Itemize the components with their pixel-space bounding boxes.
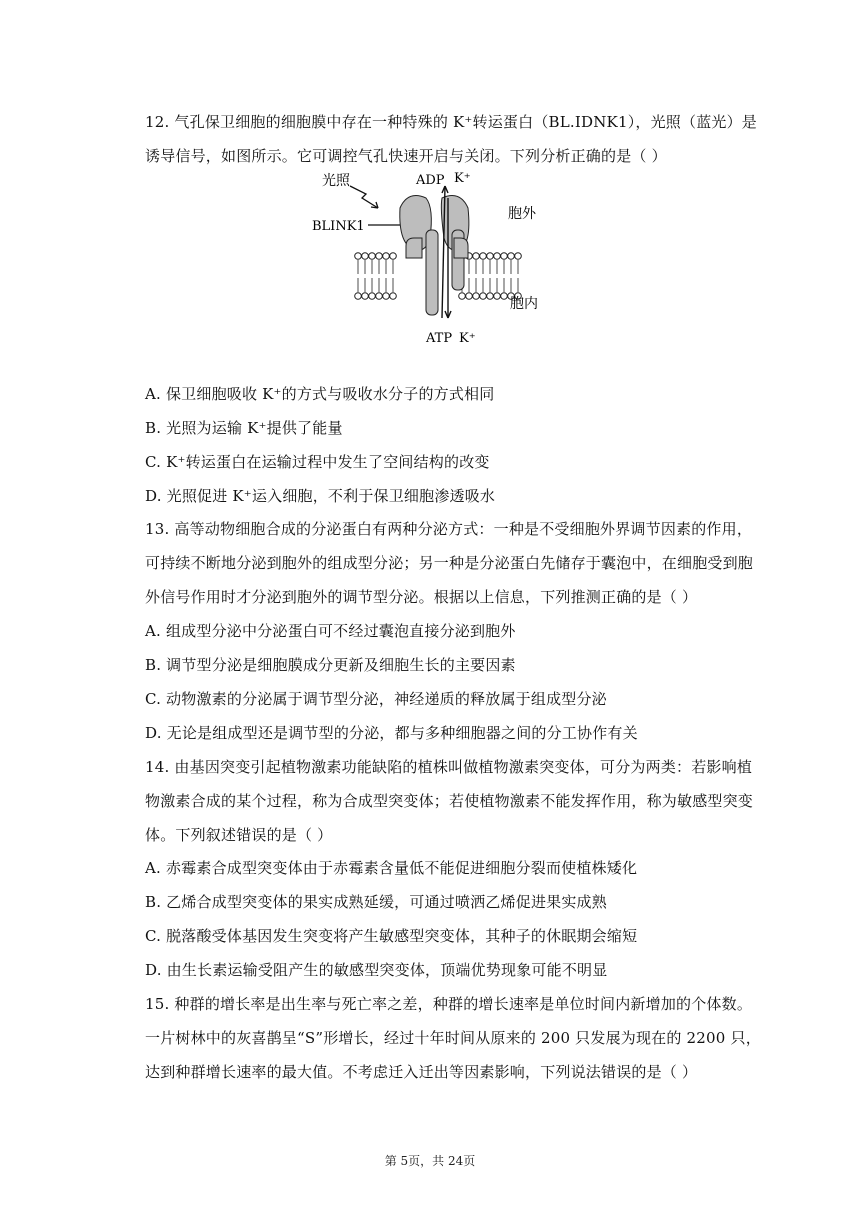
q15-stem-line-3: 达到种群增长速率的最大值。不考虑迁入迁出等因素影响，下列说法错误的是（ ） [145, 1063, 698, 1081]
q14-option-c: C. 脱落酸受体基因发生突变将产生敏感型突变体，其种子的休眠期会缩短 [145, 927, 638, 945]
q15-stem-line-1: 15. 种群的增长率是出生率与死亡率之差，种群的增长速率是单位时间内新增加的个体数。 [145, 995, 753, 1013]
q12-option-b: B. 光照为运输 K⁺提供了能量 [145, 419, 343, 437]
q14-option-b: B. 乙烯合成型突变体的果实成熟延缓，可通过喷洒乙烯促进果实成熟 [145, 893, 607, 911]
q14-stem-line-1: 14. 由基因突变引起植物激素功能缺陷的植株叫做植物激素突变体，可分为两类：若影响植 [145, 758, 753, 776]
label-blink1: BLINK1 [312, 219, 365, 234]
q13-option-a: A. 组成型分泌中分泌蛋白可不经过囊泡直接分泌到胞外 [145, 622, 516, 640]
page-footer: 第 5页，共 24页 [384, 1154, 476, 1168]
label-light: 光照 [322, 173, 350, 189]
label-outside: 胞外 [508, 206, 536, 222]
q15-stem-line-2: 一片树林中的灰喜鹊呈“S”形增长，经过十年时间从原来的 200 只发展为现在的 2200 只， [145, 1029, 761, 1047]
membrane-transport-figure [308, 168, 553, 350]
q14-stem-line-3: 体。下列叙述错误的是（ ） [145, 826, 333, 844]
label-inside: 胞内 [510, 296, 538, 312]
q12-stem-line-1: 12. 气孔保卫细胞的细胞膜中存在一种特殊的 K⁺转运蛋白（BL.IDNK1），光照（蓝光）是 [145, 113, 757, 131]
q14-option-d: D. 由生长素运输受阻产生的敏感型突变体，顶端优势现象可能不明显 [145, 961, 608, 979]
q14-option-a: A. 赤霉素合成型突变体由于赤霉素含量低不能促进细胞分裂而使植株矮化 [145, 859, 638, 877]
q14-stem-line-2: 物激素合成的某个过程，称为合成型突变体；若使植物激素不能发挥作用，称为敏感型突变 [145, 792, 754, 810]
q12-stem-line-2: 诱导信号，如图所示。它可调控气孔快速开启与关闭。下列分析正确的是（ ） [145, 147, 667, 165]
q13-option-d: D. 无论是组成型还是调节型的分泌，都与多种细胞器之间的分工协作有关 [145, 724, 638, 742]
q13-stem-line-2: 可持续不断地分泌到胞外的组成型分泌；另一种是分泌蛋白先储存于囊泡中，在细胞受到胞 [145, 554, 754, 572]
q12-option-d: D. 光照促进 K⁺运入细胞，不利于保卫细胞渗透吸水 [145, 487, 496, 505]
q13-stem-line-1: 13. 高等动物细胞合成的分泌蛋白有两种分泌方式：一种是不受细胞外界调节因素的作用， [145, 520, 753, 538]
q13-stem-line-3: 外信号作用时才分泌到胞外的调节型分泌。根据以上信息，下列推测正确的是（ ） [145, 588, 698, 606]
label-k-top: K⁺ [454, 171, 471, 186]
q13-option-c: C. 动物激素的分泌属于调节型分泌，神经递质的释放属于组成型分泌 [145, 690, 607, 708]
label-adp: ADP [416, 173, 445, 188]
label-atp: ATP [426, 331, 453, 346]
q12-option-c: C. K⁺转运蛋白在运输过程中发生了空间结构的改变 [145, 453, 490, 471]
q12-option-a: A. 保卫细胞吸收 K⁺的方式与吸收水分子的方式相同 [145, 385, 495, 403]
q13-option-b: B. 调节型分泌是细胞膜成分更新及细胞生长的主要因素 [145, 656, 516, 674]
label-k-bottom: K⁺ [459, 331, 476, 346]
